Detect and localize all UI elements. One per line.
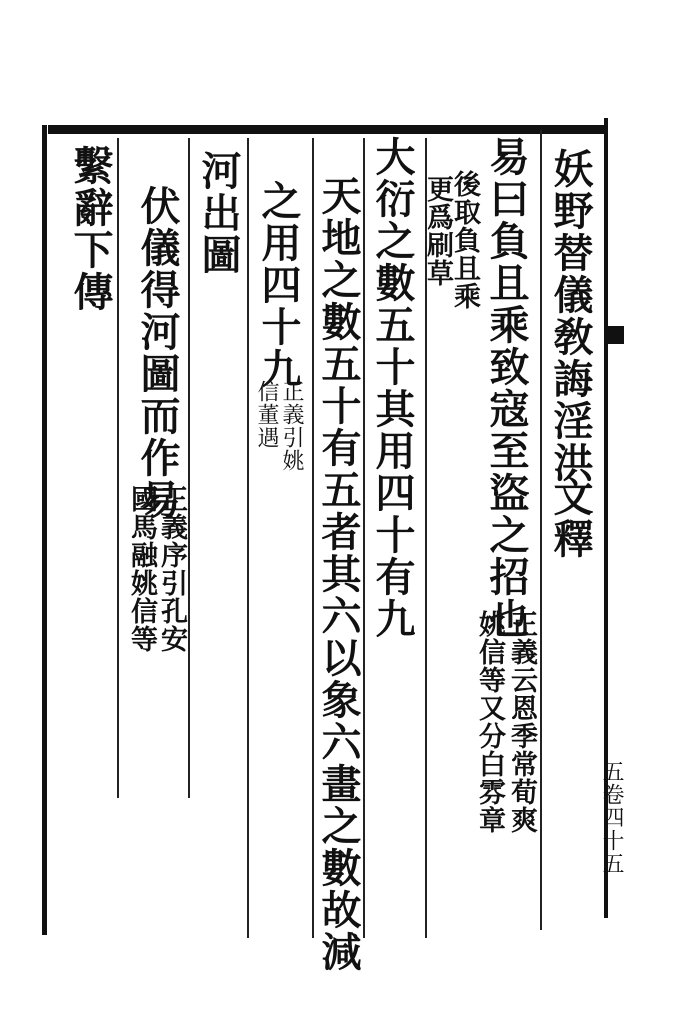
text-column-4: 大衍之數五十其用四十有九 <box>369 136 416 640</box>
text-column-9: 繫辭下傳 <box>67 145 114 313</box>
column-divider <box>247 138 249 938</box>
fold-mark <box>606 326 624 344</box>
text-column-8-note-left: 國馬融姚信等 <box>126 485 157 653</box>
text-column-8-note-right: 正義序引孔安 <box>156 485 187 653</box>
top-border <box>48 125 608 134</box>
text-column-5: 天地之數五十有五者其六以象六畫之數故減 <box>315 175 362 973</box>
text-column-2-note-left: 姚信等又分白雰章 <box>474 610 505 834</box>
text-column-3-note-right: 後取負且乘 <box>449 170 480 310</box>
text-column-6-note-right: 正義引姚 <box>279 380 304 472</box>
text-column-1-end: 文釋 <box>547 476 594 560</box>
text-column-6-note-left: 信董遇 <box>254 380 279 449</box>
text-column-3-note-left: 更爲刷草 <box>422 175 453 287</box>
column-divider <box>540 130 542 930</box>
text-column-8: 伏儀得河圖而作易 <box>134 185 181 521</box>
text-column-6: 之用四十九 <box>255 180 302 390</box>
left-border <box>42 125 47 935</box>
page-number: 五卷四十五 <box>599 760 624 875</box>
text-column-2: 易曰負且乘致寇至盜之招也 <box>483 136 530 640</box>
text-column-2-note-right: 正義云恩季常荀爽 <box>506 610 537 834</box>
text-column-7: 河出圖 <box>195 150 242 276</box>
column-divider <box>363 138 365 938</box>
column-divider <box>117 138 119 798</box>
column-divider <box>312 138 314 938</box>
column-divider <box>188 138 190 798</box>
text-column-1: 妖野替儀敎誨淫洪 <box>547 148 594 484</box>
